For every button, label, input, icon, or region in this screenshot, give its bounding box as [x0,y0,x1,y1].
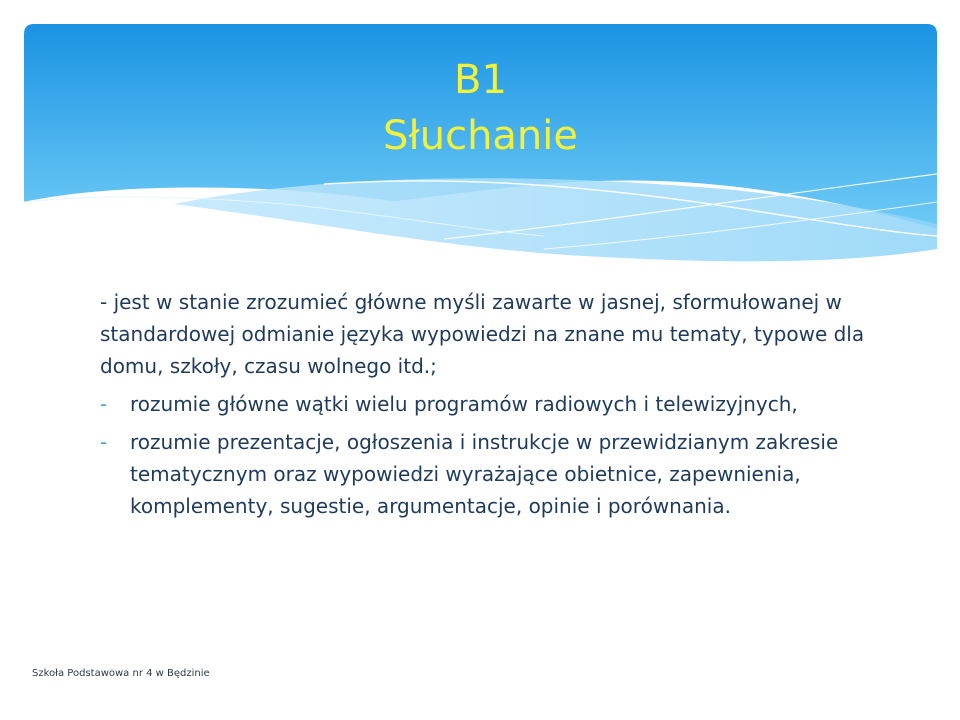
intro-paragraph: - jest w stanie zrozumieć główne myśli zawarte w jasnej, sformułowanej w standardowej odmianie języka wypowiedzi na znane mu tematy, typowe dla domu, szkoły, czasu wolnego itd.; [100,290,865,378]
bullet-marker: - [100,430,108,454]
title-line-1: B1 [454,57,507,103]
bullet-text: rozumie prezentacje, ogłoszenia i instrukcje w przewidzianym zakresie tematycznym oraz wypowiedzi wyrażające obietnice, zapewnienia, komplementy, sugestie, argumentacje, opinie i porównania. [130,430,839,518]
bullet-marker: - [100,392,108,416]
bullet-text: rozumie główne wątki wielu programów radiowych i telewizyjnych, [130,392,798,416]
header-banner [24,24,937,274]
bullet-item [100,426,870,522]
slide-title [24,52,937,164]
footer-text: Szkoła Podstawowa nr 4 w Będzinie [32,668,210,679]
bullet-item [100,388,870,420]
slide-body [100,286,870,528]
title-line-2: Słuchanie [382,113,579,159]
